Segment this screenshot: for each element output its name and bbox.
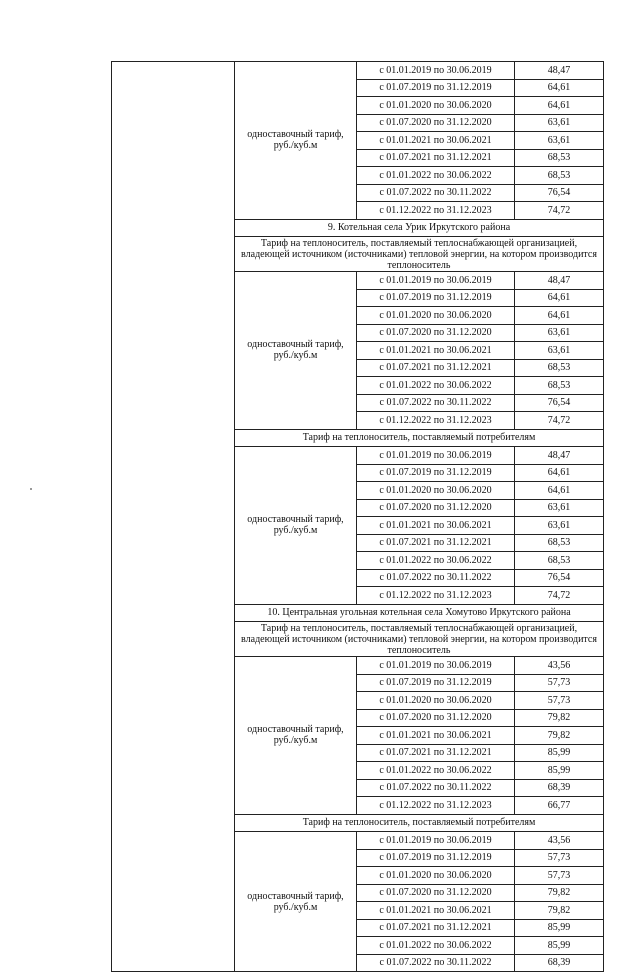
period-cell: с 01.12.2022 по 31.12.2023	[357, 412, 515, 430]
period-cell: с 01.01.2021 по 30.06.2021	[357, 342, 515, 360]
period-cell: с 01.01.2022 по 30.06.2022	[357, 377, 515, 395]
consumer-tariff-heading: Тариф на теплоноситель, поставляемый потребителям	[235, 429, 604, 447]
period-cell: с 01.07.2019 по 31.12.2019	[357, 464, 515, 482]
tariff-value-cell: 85,99	[515, 919, 604, 937]
period-cell: с 01.07.2021 по 31.12.2021	[357, 534, 515, 552]
period-cell: с 01.01.2020 по 30.06.2020	[357, 97, 515, 115]
period-cell: с 01.07.2021 по 31.12.2021	[357, 359, 515, 377]
table-row	[112, 62, 604, 80]
period-cell: с 01.01.2021 по 30.06.2021	[357, 902, 515, 920]
period-cell: с 01.07.2020 по 31.12.2020	[357, 709, 515, 727]
tariff-value-cell: 85,99	[515, 744, 604, 762]
period-cell: с 01.07.2020 по 31.12.2020	[357, 114, 515, 132]
tariff-value-cell: 79,82	[515, 884, 604, 902]
period-cell: с 01.01.2019 по 30.06.2019	[357, 272, 515, 290]
period-cell: с 01.01.2020 по 30.06.2020	[357, 307, 515, 325]
tariff-value-cell: 74,72	[515, 412, 604, 430]
tariff-value-cell: 63,61	[515, 342, 604, 360]
tariff-value-cell: 74,72	[515, 202, 604, 220]
tariff-value-cell: 79,82	[515, 727, 604, 745]
period-cell: с 01.07.2019 по 31.12.2019	[357, 79, 515, 97]
tariff-value-cell: 64,61	[515, 289, 604, 307]
tariff-value-cell: 68,39	[515, 954, 604, 972]
tariff-value-cell: 43,56	[515, 657, 604, 675]
tariff-value-cell: 76,54	[515, 394, 604, 412]
tariff-value-cell: 79,82	[515, 902, 604, 920]
tariff-value-cell: 68,53	[515, 534, 604, 552]
period-cell: с 01.07.2020 по 31.12.2020	[357, 884, 515, 902]
tariff-value-cell: 66,77	[515, 797, 604, 815]
period-cell: с 01.01.2019 по 30.06.2019	[357, 62, 515, 80]
period-cell: с 01.12.2022 по 31.12.2023	[357, 202, 515, 220]
tariff-type-label: одноставочный тариф, руб./куб.м	[235, 657, 357, 815]
section-title: 9. Котельная села Урик Иркутского района	[235, 219, 604, 237]
tariff-value-cell: 43,56	[515, 832, 604, 850]
tariff-value-cell: 85,99	[515, 937, 604, 955]
scan-speck	[30, 488, 32, 490]
tariff-value-cell: 63,61	[515, 499, 604, 517]
tariff-value-cell: 63,61	[515, 517, 604, 535]
tariff-value-cell: 85,99	[515, 762, 604, 780]
period-cell: с 01.12.2022 по 31.12.2023	[357, 587, 515, 605]
tariff-value-cell: 48,47	[515, 447, 604, 465]
period-cell: с 01.07.2019 по 31.12.2019	[357, 674, 515, 692]
tariff-value-cell: 68,53	[515, 359, 604, 377]
period-cell: с 01.01.2022 по 30.06.2022	[357, 937, 515, 955]
tariff-value-cell: 63,61	[515, 132, 604, 150]
period-cell: с 01.01.2019 по 30.06.2019	[357, 657, 515, 675]
period-cell: с 01.07.2019 по 31.12.2019	[357, 289, 515, 307]
period-cell: с 01.07.2022 по 30.11.2022	[357, 394, 515, 412]
tariff-value-cell: 57,73	[515, 867, 604, 885]
supplier-tariff-heading: Тариф на теплоноситель, поставляемый теплоснабжающей организацией, владеющей источником (источниками) тепловой энергии, на котором производится теплоноситель	[235, 622, 604, 657]
period-cell: с 01.01.2022 по 30.06.2022	[357, 552, 515, 570]
tariff-value-cell: 68,53	[515, 552, 604, 570]
tariff-value-cell: 68,53	[515, 149, 604, 167]
tariff-type-label: одноставочный тариф, руб./куб.м	[235, 272, 357, 430]
section-title: 10. Центральная угольная котельная села Хомутово Иркутского района	[235, 604, 604, 622]
tariff-value-cell: 68,39	[515, 779, 604, 797]
period-cell: с 01.07.2022 по 30.11.2022	[357, 569, 515, 587]
period-cell: с 01.07.2021 по 31.12.2021	[357, 919, 515, 937]
tariff-value-cell: 74,72	[515, 587, 604, 605]
period-cell: с 01.01.2020 по 30.06.2020	[357, 867, 515, 885]
tariff-value-cell: 76,54	[515, 184, 604, 202]
period-cell: с 01.01.2019 по 30.06.2019	[357, 447, 515, 465]
tariff-value-cell: 76,54	[515, 569, 604, 587]
tariff-value-cell: 63,61	[515, 324, 604, 342]
period-cell: с 01.07.2022 по 30.11.2022	[357, 954, 515, 972]
period-cell: с 01.07.2022 по 30.11.2022	[357, 184, 515, 202]
period-cell: с 01.07.2022 по 30.11.2022	[357, 779, 515, 797]
period-cell: с 01.07.2021 по 31.12.2021	[357, 149, 515, 167]
period-cell: с 01.01.2022 по 30.06.2022	[357, 167, 515, 185]
period-cell: с 01.01.2022 по 30.06.2022	[357, 762, 515, 780]
period-cell: с 01.07.2020 по 31.12.2020	[357, 499, 515, 517]
period-cell: с 01.01.2020 по 30.06.2020	[357, 482, 515, 500]
period-cell: с 01.07.2020 по 31.12.2020	[357, 324, 515, 342]
tariff-value-cell: 68,53	[515, 377, 604, 395]
empty-number-column	[112, 62, 235, 972]
tariff-table-body	[112, 62, 604, 972]
tariff-value-cell: 57,73	[515, 674, 604, 692]
tariff-value-cell: 57,73	[515, 692, 604, 710]
supplier-tariff-heading: Тариф на теплоноситель, поставляемый теплоснабжающей организацией, владеющей источником (источниками) тепловой энергии, на котором производится теплоноситель	[235, 237, 604, 272]
tariff-value-cell: 64,61	[515, 464, 604, 482]
tariff-table	[111, 61, 604, 972]
tariff-value-cell: 64,61	[515, 79, 604, 97]
tariff-type-label: одноставочный тариф, руб./куб.м	[235, 62, 357, 220]
tariff-value-cell: 63,61	[515, 114, 604, 132]
period-cell: с 01.01.2020 по 30.06.2020	[357, 692, 515, 710]
period-cell: с 01.01.2021 по 30.06.2021	[357, 132, 515, 150]
tariff-type-label: одноставочный тариф, руб./куб.м	[235, 447, 357, 605]
period-cell: с 01.01.2019 по 30.06.2019	[357, 832, 515, 850]
consumer-tariff-heading: Тариф на теплоноситель, поставляемый потребителям	[235, 814, 604, 832]
period-cell: с 01.07.2019 по 31.12.2019	[357, 849, 515, 867]
tariff-value-cell: 64,61	[515, 97, 604, 115]
tariff-value-cell: 48,47	[515, 272, 604, 290]
tariff-value-cell: 68,53	[515, 167, 604, 185]
tariff-value-cell: 48,47	[515, 62, 604, 80]
period-cell: с 01.01.2021 по 30.06.2021	[357, 517, 515, 535]
period-cell: с 01.01.2021 по 30.06.2021	[357, 727, 515, 745]
period-cell: с 01.07.2021 по 31.12.2021	[357, 744, 515, 762]
period-cell: с 01.12.2022 по 31.12.2023	[357, 797, 515, 815]
tariff-value-cell: 64,61	[515, 482, 604, 500]
tariff-type-label: одноставочный тариф, руб./куб.м	[235, 832, 357, 972]
tariff-value-cell: 57,73	[515, 849, 604, 867]
tariff-value-cell: 64,61	[515, 307, 604, 325]
tariff-value-cell: 79,82	[515, 709, 604, 727]
